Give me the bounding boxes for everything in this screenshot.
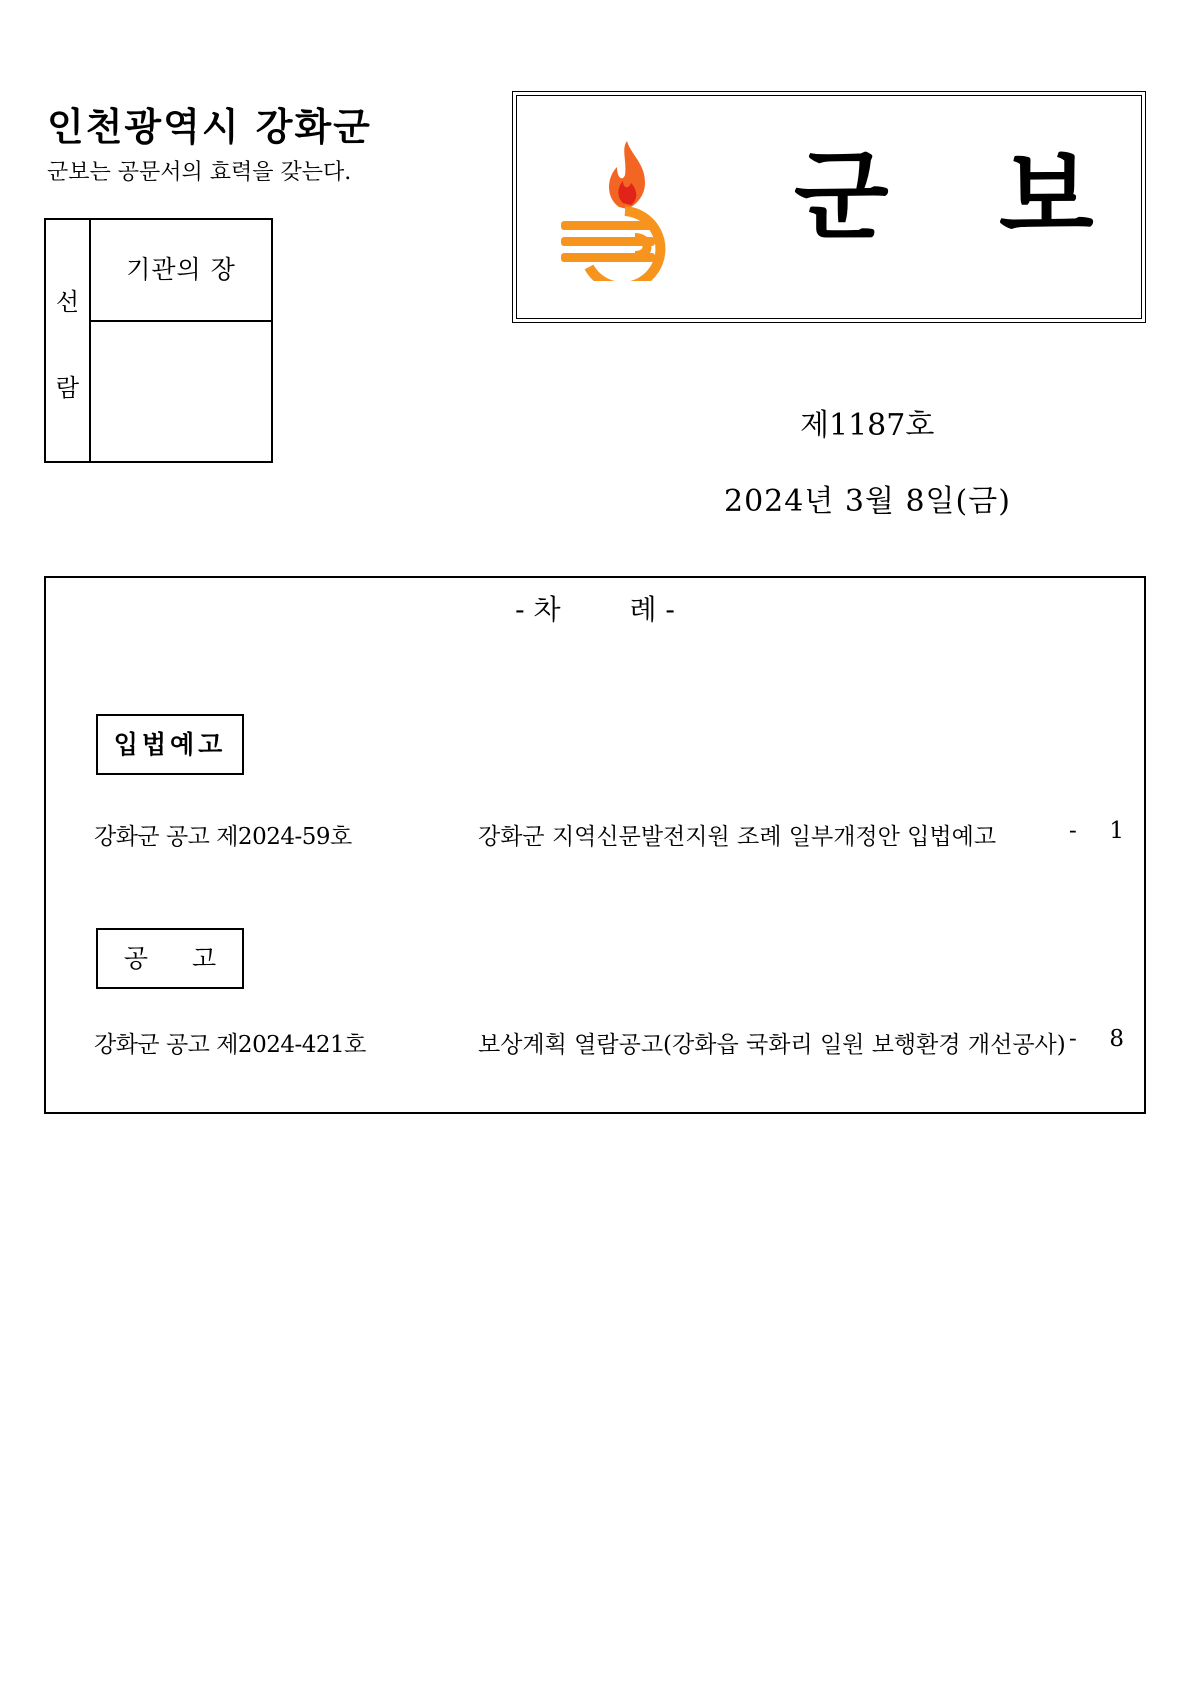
issue-number: 제1187호 xyxy=(800,408,935,443)
toc-entry-reference: 강화군 공고 제2024-421호 xyxy=(94,1032,366,1058)
section-label-part-1: 공 xyxy=(123,944,148,973)
approval-side-label xyxy=(46,220,91,461)
toc-entry-dash: - xyxy=(1069,818,1077,844)
approval-side-char-1: 선 xyxy=(55,288,80,316)
masthead-inner-frame xyxy=(516,95,1142,319)
section-label-part-2: 고 xyxy=(192,944,217,973)
toc-title-left: - 차 xyxy=(515,593,561,626)
toc-entry-page: 8 xyxy=(1109,1026,1124,1052)
masthead-title-char-2: 보 xyxy=(999,140,1094,254)
toc-entry-page: 1 xyxy=(1109,818,1124,844)
section-label-public-notice xyxy=(96,928,244,989)
toc-entry-dash: - xyxy=(1069,1026,1077,1052)
approval-box xyxy=(44,218,273,463)
issue-date: 2024년 3월 8일(금) xyxy=(724,484,1011,519)
toc-title xyxy=(46,588,1144,628)
tagline: 군보는 공문서의 효력을 갖는다. xyxy=(47,160,352,185)
toc-entry-title: 보상계획 열람공고(강화읍 국화리 일원 보행환경 개선공사) xyxy=(478,1032,1066,1058)
gangwha-county-emblem-icon xyxy=(561,141,691,281)
toc-title-right: 례 - xyxy=(629,593,675,626)
toc-entry[interactable] xyxy=(94,1026,1124,1060)
approval-side-char-2: 람 xyxy=(55,374,80,402)
emblem-band-1 xyxy=(561,221,655,230)
masthead-title-char-1: 군 xyxy=(794,140,889,254)
approval-signature-space xyxy=(91,322,271,461)
toc-entry-reference: 강화군 공고 제2024-59호 xyxy=(94,824,352,850)
approval-column-header: 기관의 장 xyxy=(91,220,271,322)
toc-entry[interactable] xyxy=(94,818,1124,852)
toc-entry-title: 강화군 지역신문발전지원 조례 일부개정안 입법예고 xyxy=(478,824,997,850)
organization-name: 인천광역시 강화군 xyxy=(47,105,372,149)
masthead-box xyxy=(512,91,1146,323)
table-of-contents xyxy=(44,576,1146,1114)
section-label-legislative-notice: 입법예고 xyxy=(96,714,244,775)
